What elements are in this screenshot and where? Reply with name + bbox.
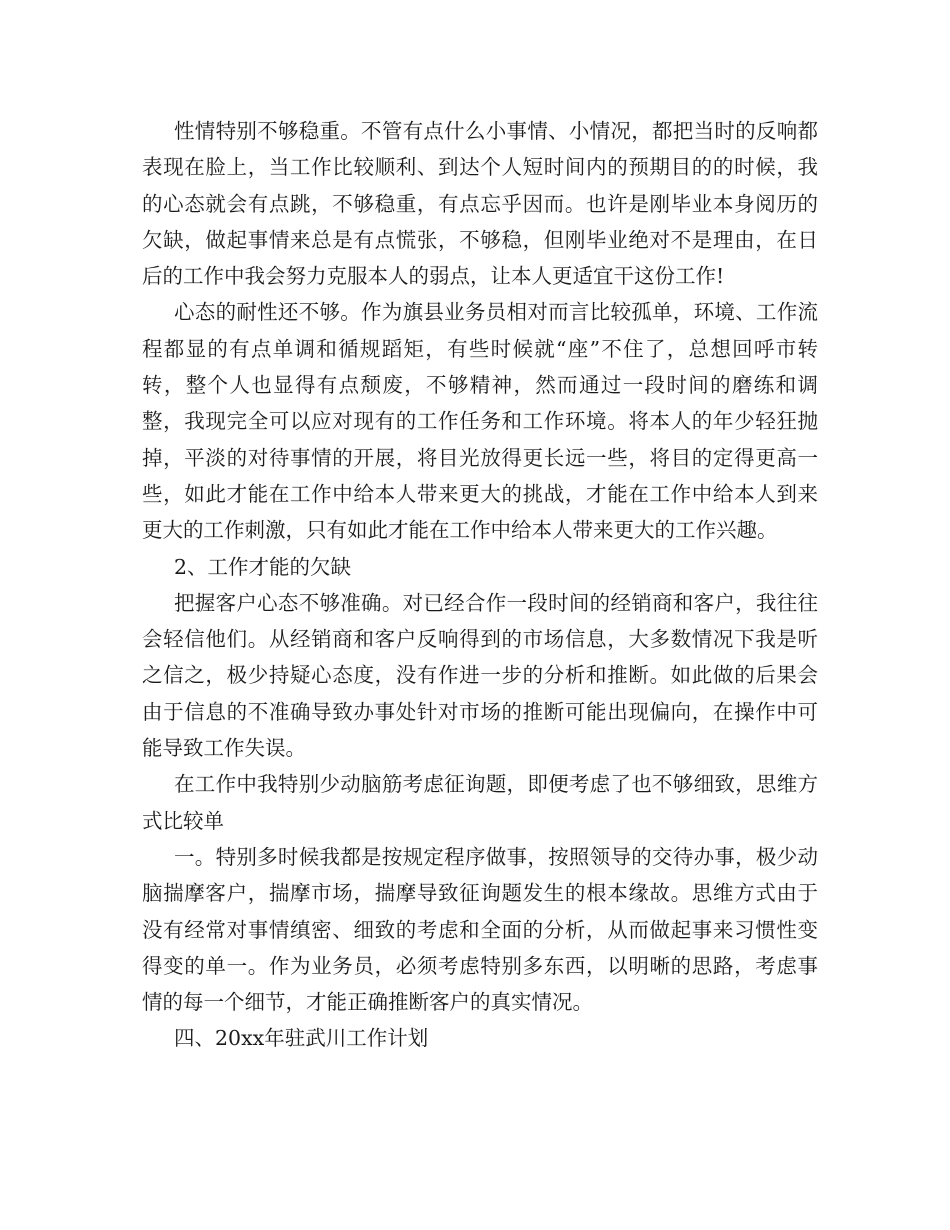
- section-heading-work-plan: 四、20xx年驻武川工作计划: [174, 1026, 429, 1051]
- paragraph-patience: 心态的耐性还不够。作为旗县业务员相对而言比较孤单，环境、工作流程都显的有点单调和循规蹈矩，有些时候就“座”不住了，总想回呼市转转，整个人也显得有点颓废，不够精神，然而通过一段时间的磨练和调整，我现完全可以应对现有的工作任务和工作环境。将本人的年少轻狂抛掉，平淡的对待事情的开展，将目光放得更长远一些，将目的定得更高一些，如此才能在工作中给本人带来更大的挑战，才能在工作中给本人到来更大的工作刺激，只有如此才能在工作中给本人带来更大的工作兴趣。: [142, 300, 818, 543]
- section-heading-ability: 2、工作才能的欠缺: [174, 554, 352, 579]
- paragraph-temperament: 性情特别不够稳重。不管有点什么小事情、小情况，都把当时的反响都表现在脸上，当工作比较顺利、到达个人短时间内的预期目的的时候，我的心态就会有点跳，不够稳重，有点忘乎因而。也许是刚毕业本身阅历的欠缺，做起事情来总是有点慌张，不够稳，但刚毕业绝对不是理由，在日后的工作中我会努力克服本人的弱点，让本人更适宜干这份工作!: [142, 119, 818, 289]
- document-body: [142, 113, 818, 1057]
- paragraph-thinking: 在工作中我特别少动脑筋考虑征询题，即便考虑了也不够细致，思维方式比较单: [142, 772, 818, 833]
- paragraph-customer-mindset: 把握客户心态不够准确。对已经合作一段时间的经销商和客户，我往往会轻信他们。从经销商和客户反响得到的市场信息，大多数情况下我是听之信之，极少持疑心态度，没有作进一步的分析和推断。如此做的后果会由于信息的不准确导致办事处针对市场的推断可能出现偏向，在操作中可能导致工作失误。: [142, 590, 818, 761]
- paragraph-thinking-continued: 一。特别多时候我都是按规定程序做事，按照领导的交待办事，极少动脑揣摩客户，揣摩市场，揣摩导致征询题发生的根本缘故。思维方式由于没有经常对事情缜密、细致的考虑和全面的分析，从而做起事来习惯性变得变的单一。作为业务员，必须考虑特别多东西，以明晰的思路，考虑事情的每一个细节，才能正确推断客户的真实情况。: [142, 844, 818, 1015]
